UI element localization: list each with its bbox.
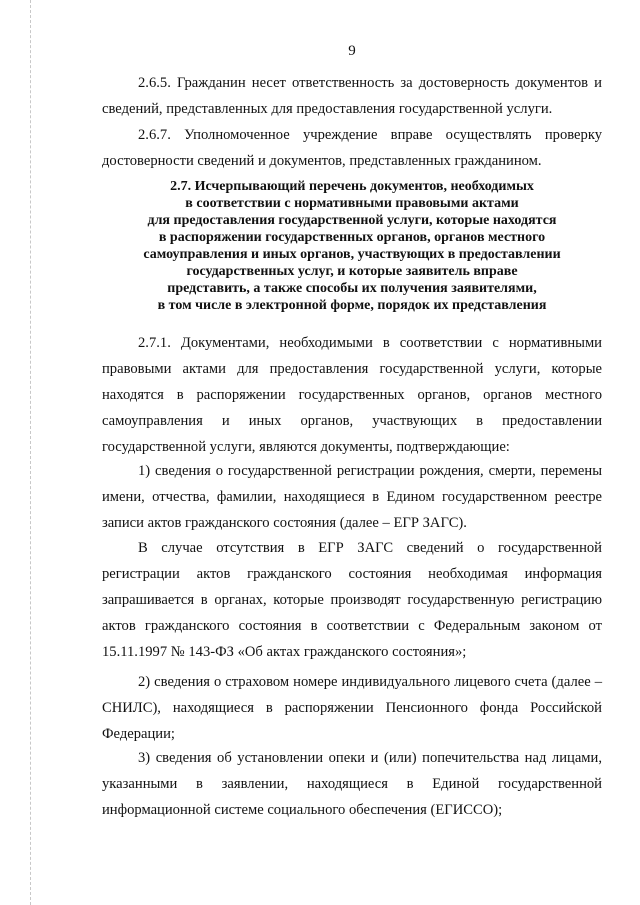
- page-number: 9: [348, 43, 356, 59]
- section-title-line: для предоставления государственной услуги, которые находятся: [147, 213, 557, 228]
- section-title-line: представить, а также способы их получения заявителями,: [167, 281, 537, 296]
- paragraph-2-6-5: 2.6.5. Гражданин несет ответственность за достоверность документов и сведений, представленных для предоставления государственной услуги.: [102, 75, 602, 117]
- list-item-3: 3) сведения об установлении опеки и (или) попечительства над лицами, указанными в заявлении, находящиеся в Единой государственной информационной системе социального обеспечения (ЕГИССО);: [102, 750, 602, 818]
- section-title-line: самоуправления и иных органов, участвующих в предоставлении: [143, 247, 561, 262]
- paragraph-2-7-1: 2.7.1. Документами, необходимыми в соответствии с нормативными правовыми актами для предоставления государственной услуги, которые находятся в распоряжении государственных органов, органов местного самоуправления и иных органов, участвующих в предоставлении государственной услуги, являются документы, подтверждающие:: [102, 335, 602, 455]
- paragraph-absence-note: В случае отсутствия в ЕГР ЗАГС сведений о государственной регистрации актов гражданского состояния необходимая информация запрашивается в органах, которые производят государственную регистрацию актов гражданского состояния в соответствии с Федеральным законом от 15.11.1997 № 143-ФЗ «Об актах гражданского состояния»;: [102, 540, 602, 660]
- section-title-line: государственных услуг, и которые заявитель вправе: [186, 264, 518, 279]
- section-title-line: 2.7. Исчерпывающий перечень документов, необходимых: [170, 179, 534, 194]
- paragraph-2-6-7: 2.6.7. Уполномоченное учреждение вправе осуществлять проверку достоверности сведений и документов, представленных гражданином.: [102, 127, 602, 169]
- list-item-1: 1) сведения о государственной регистрации рождения, смерти, перемены имени, отчества, фамилии, находящиеся в Едином государственном реестре записи актов гражданского состояния (далее – ЕГР ЗАГС).: [102, 463, 602, 531]
- section-title-line: в том числе в электронной форме, порядок их представления: [157, 298, 547, 313]
- section-title-line: в распоряжении государственных органов, органов местного: [158, 230, 546, 245]
- list-item-2: 2) сведения о страховом номере индивидуального лицевого счета (далее – СНИЛС), находящиеся в распоряжении Пенсионного фонда Российской Федерации;: [102, 674, 602, 742]
- section-title-line: в соответствии с нормативными правовыми актами: [185, 196, 519, 211]
- section-title-2-7: [102, 178, 602, 314]
- scan-margin-line: [30, 0, 31, 905]
